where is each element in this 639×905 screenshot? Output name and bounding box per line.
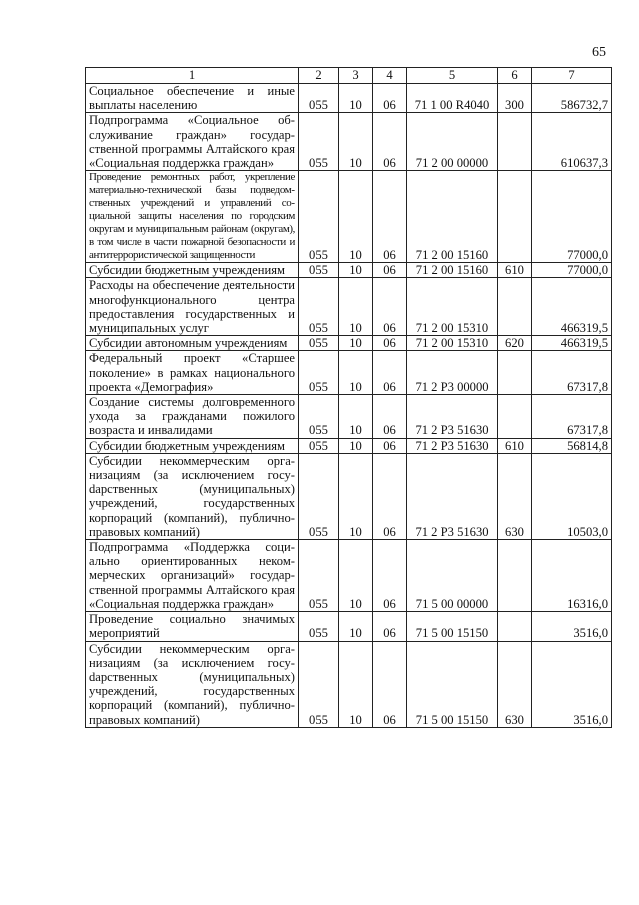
row-section: 10 xyxy=(339,395,373,439)
row-code: 055 xyxy=(299,395,339,439)
row-expense-type: 610 xyxy=(498,438,532,453)
row-name: Проведение социально значимых мероприятий xyxy=(86,612,299,641)
row-expense-type: 630 xyxy=(498,453,532,539)
table-row xyxy=(86,641,612,727)
table-row xyxy=(86,278,612,336)
row-amount: 3516,0 xyxy=(532,641,612,727)
table-row xyxy=(86,540,612,612)
row-target-article: 71 2 00 15310 xyxy=(407,336,498,351)
table-row xyxy=(86,438,612,453)
row-name: Создание системы долговременного ухода за гражданами пожилого возраста и инвалидами xyxy=(86,395,299,439)
budget-table xyxy=(85,67,612,728)
row-target-article: 71 2 P3 51630 xyxy=(407,395,498,439)
row-name: Субсидии бюджетным учреждениям xyxy=(86,438,299,453)
row-target-article: 71 2 P3 00000 xyxy=(407,351,498,395)
row-expense-type xyxy=(498,113,532,171)
row-amount: 67317,8 xyxy=(532,351,612,395)
row-name: Федеральный проект «Старшее поколение» в рамках национального проекта «Демография» xyxy=(86,351,299,395)
header-col-4: 4 xyxy=(373,68,407,84)
row-amount: 16316,0 xyxy=(532,540,612,612)
row-target-article: 71 5 00 00000 xyxy=(407,540,498,612)
row-subsection: 06 xyxy=(373,540,407,612)
row-amount: 466319,5 xyxy=(532,278,612,336)
row-code: 055 xyxy=(299,641,339,727)
row-subsection: 06 xyxy=(373,113,407,171)
row-amount: 67317,8 xyxy=(532,395,612,439)
row-code: 055 xyxy=(299,84,339,113)
row-name: Субсидии некоммерческим организациям (за исключением госуdарственных (муниципальных) учреждений, государственных корпораций (компаний), публично-правовых компаний) xyxy=(86,641,299,727)
row-code: 055 xyxy=(299,278,339,336)
row-target-article: 71 1 00 R4040 xyxy=(407,84,498,113)
row-section: 10 xyxy=(339,612,373,641)
table-row xyxy=(86,113,612,171)
row-amount: 3516,0 xyxy=(532,612,612,641)
row-code: 055 xyxy=(299,453,339,539)
row-name: Подпрограмма «Социальное обслуживание граждан» государственной программы Алтайского края «Социальная поддержка граждан» xyxy=(86,113,299,171)
row-target-article: 71 2 00 15310 xyxy=(407,278,498,336)
row-section: 10 xyxy=(339,278,373,336)
header-col-5: 5 xyxy=(407,68,498,84)
header-col-6: 6 xyxy=(498,68,532,84)
table-row xyxy=(86,263,612,278)
row-expense-type xyxy=(498,171,532,263)
table-row xyxy=(86,171,612,263)
row-subsection: 06 xyxy=(373,438,407,453)
page-number: 65 xyxy=(592,45,606,60)
row-amount: 586732,7 xyxy=(532,84,612,113)
row-expense-type xyxy=(498,351,532,395)
row-code: 055 xyxy=(299,113,339,171)
row-section: 10 xyxy=(339,84,373,113)
row-section: 10 xyxy=(339,438,373,453)
row-amount: 610637,3 xyxy=(532,113,612,171)
row-subsection: 06 xyxy=(373,84,407,113)
table-row xyxy=(86,351,612,395)
row-target-article: 71 5 00 15150 xyxy=(407,641,498,727)
row-name: Расходы на обеспечение деятельности многофункционального центра предоставления государственных и муниципальных услуг xyxy=(86,278,299,336)
row-name: Социальное обеспечение и иные выплаты населению xyxy=(86,84,299,113)
row-expense-type xyxy=(498,540,532,612)
row-subsection: 06 xyxy=(373,278,407,336)
row-name: Субсидии бюджетным учреждениям xyxy=(86,263,299,278)
row-code: 055 xyxy=(299,540,339,612)
row-section: 10 xyxy=(339,641,373,727)
table-row xyxy=(86,336,612,351)
row-subsection: 06 xyxy=(373,351,407,395)
header-col-1: 1 xyxy=(86,68,299,84)
row-expense-type: 630 xyxy=(498,641,532,727)
row-section: 10 xyxy=(339,113,373,171)
row-expense-type: 620 xyxy=(498,336,532,351)
row-subsection: 06 xyxy=(373,171,407,263)
row-code: 055 xyxy=(299,438,339,453)
row-expense-type xyxy=(498,278,532,336)
row-subsection: 06 xyxy=(373,395,407,439)
row-subsection: 06 xyxy=(373,641,407,727)
header-col-3: 3 xyxy=(339,68,373,84)
row-target-article: 71 5 00 15150 xyxy=(407,612,498,641)
row-target-article: 71 2 P3 51630 xyxy=(407,453,498,539)
row-section: 10 xyxy=(339,336,373,351)
row-code: 055 xyxy=(299,171,339,263)
row-subsection: 06 xyxy=(373,263,407,278)
row-name: Субсидии автономным учреждениям xyxy=(86,336,299,351)
table-row xyxy=(86,612,612,641)
row-code: 055 xyxy=(299,263,339,278)
row-target-article: 71 2 P3 51630 xyxy=(407,438,498,453)
row-section: 10 xyxy=(339,351,373,395)
row-section: 10 xyxy=(339,263,373,278)
row-target-article: 71 2 00 15160 xyxy=(407,171,498,263)
row-section: 10 xyxy=(339,453,373,539)
header-col-2: 2 xyxy=(299,68,339,84)
row-code: 055 xyxy=(299,612,339,641)
row-subsection: 06 xyxy=(373,612,407,641)
row-section: 10 xyxy=(339,540,373,612)
row-amount: 56814,8 xyxy=(532,438,612,453)
row-target-article: 71 2 00 15160 xyxy=(407,263,498,278)
table-row xyxy=(86,84,612,113)
row-target-article: 71 2 00 00000 xyxy=(407,113,498,171)
row-amount: 466319,5 xyxy=(532,336,612,351)
row-expense-type xyxy=(498,612,532,641)
row-expense-type xyxy=(498,395,532,439)
table-row xyxy=(86,395,612,439)
row-name: Подпрограмма «Поддержка социально ориентированных некоммерческих организаций» государственной программы Алтайского края «Социальная поддержка граждан» xyxy=(86,540,299,612)
row-amount: 77000,0 xyxy=(532,263,612,278)
row-name: Субсидии некоммерческим организациям (за исключением госуdарственных (муниципальных) учреждений, государственных корпораций (компаний), публично-правовых компаний) xyxy=(86,453,299,539)
row-expense-type: 300 xyxy=(498,84,532,113)
row-amount: 77000,0 xyxy=(532,171,612,263)
header-col-7: 7 xyxy=(532,68,612,84)
row-subsection: 06 xyxy=(373,336,407,351)
row-code: 055 xyxy=(299,351,339,395)
row-expense-type: 610 xyxy=(498,263,532,278)
row-name: Проведение ремонтных работ, укрепление материально-технической базы подведомственных учреждений и управлений социальной защиты населения по городским округам и муниципальным районам (округам), в том числе в части пожарной безопасности и антитеррористической защищенности xyxy=(86,171,299,263)
row-subsection: 06 xyxy=(373,453,407,539)
row-section: 10 xyxy=(339,171,373,263)
row-code: 055 xyxy=(299,336,339,351)
row-amount: 10503,0 xyxy=(532,453,612,539)
header-row xyxy=(86,68,612,84)
table-row xyxy=(86,453,612,539)
